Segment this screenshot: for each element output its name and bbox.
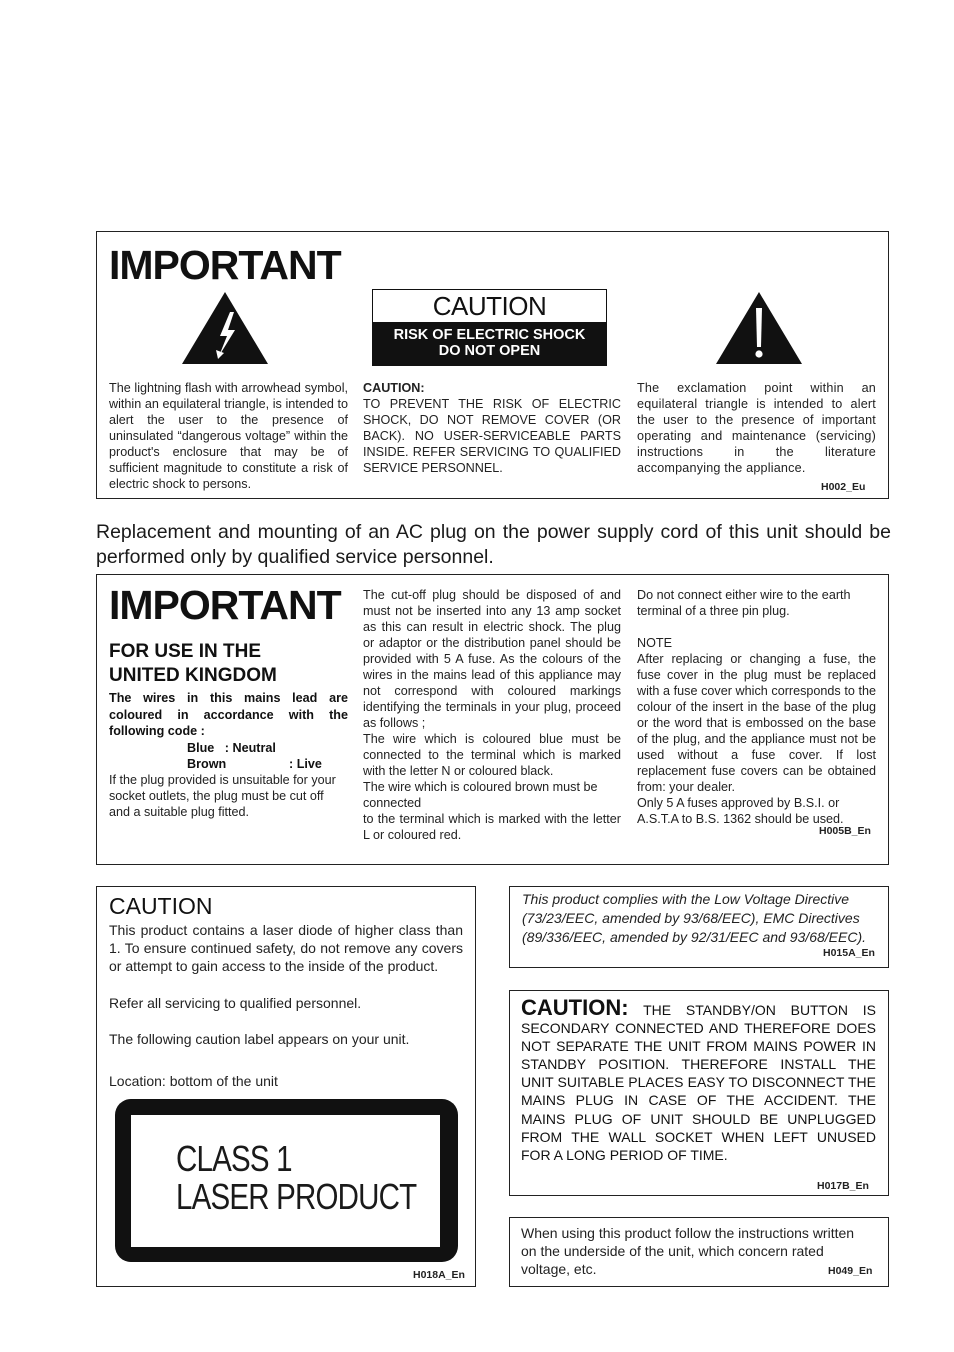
code-h049: H049_En bbox=[828, 1265, 873, 1277]
standby-caution-lead: CAUTION: bbox=[521, 995, 629, 1020]
standby-text bbox=[521, 995, 876, 1164]
fuse-text bbox=[637, 587, 876, 827]
code-h005b: H005B_En bbox=[819, 825, 871, 837]
fuse-note: NOTE bbox=[637, 636, 672, 650]
code-h015a: H015A_En bbox=[823, 947, 875, 959]
laser-p4: Location: bottom of the unit bbox=[109, 1073, 278, 1089]
lightning-warning-icon bbox=[180, 290, 270, 366]
important-title: IMPORTANT bbox=[109, 242, 341, 288]
fuse-p1: Do not connect either wire to the earth terminal of a three pin plug. bbox=[637, 588, 851, 618]
uk-important-title: IMPORTANT bbox=[109, 582, 341, 628]
cut-off-p3: The wire which is coloured brown must be connected bbox=[363, 780, 598, 810]
laser-label-text bbox=[176, 1140, 416, 1216]
uk-subtitle-line2: UNITED KINGDOM bbox=[109, 665, 277, 686]
caution-label-line2: DO NOT OPEN bbox=[438, 343, 541, 359]
uk-subtitle bbox=[109, 640, 277, 688]
cut-off-p1: The cut-off plug should be disposed of and must not be inserted into any 13 amp socket as this can result in electric shock. The plug or adaptor or the distribution panel should be provided with 5 A fuse. As the colours of the wires in the mains lead of this appliance may not correspond with coloured markings identifying the terminals in your plug, proceed as follows ; bbox=[363, 588, 621, 730]
caution-heading: CAUTION: bbox=[363, 381, 425, 395]
caution-label-title: CAUTION bbox=[432, 291, 547, 321]
caution-description: TO PREVENT THE RISK OF ELECTRIC SHOCK, DO NOT REMOVE COVER (OR BACK). NO USER-SERVICEABLE PARTS INSIDE. REFER SERVICING TO QUALIFIED SERVICE PERSONNEL. bbox=[363, 397, 621, 475]
replacement-heading: Replacement and mounting of an AC plug on the power supply cord of this unit should be performed only by qualified service personnel. bbox=[96, 521, 891, 568]
exclamation-warning-icon bbox=[714, 290, 804, 366]
code-h017b: H017B_En bbox=[817, 1180, 869, 1192]
laser-label-line1: CLASS 1 bbox=[176, 1138, 292, 1179]
laser-p2: Refer all servicing to qualified personnel. bbox=[109, 995, 362, 1011]
code-h018a: H018A_En bbox=[413, 1269, 465, 1281]
directive-text: This product complies with the Low Voltage Directive (73/23/EEC, amended by 93/68/EEC), EMC Directives (89/336/EEC, amended by 92/31/EEC and 93/68/EEC). bbox=[522, 891, 866, 945]
laser-caution-heading: CAUTION bbox=[109, 893, 213, 919]
wire-code-blue: Blue : Neutral bbox=[187, 741, 276, 755]
fuse-p3: Only 5 A fuses approved by B.S.I. or A.S.T.A to B.S. 1362 should be used. bbox=[637, 796, 844, 826]
exclamation-description: The exclamation point within an equilateral triangle is intended to alert the user to the presence of important operating and maintenance (servicing) instructions in the literature accompanying the appliance. bbox=[637, 381, 876, 475]
wire-code-brown-value: : Live bbox=[289, 757, 322, 771]
unsuitable-plug-text: If the plug provided is unsuitable for your socket outlets, the plug must be cut off and a suitable plug fitted. bbox=[109, 773, 336, 819]
wire-code-intro: The wires in this mains lead are coloured in accordance with the following code : bbox=[109, 691, 348, 738]
code-h002: H002_Eu bbox=[821, 481, 866, 493]
fuse-p2: After replacing or changing a fuse, the fuse cover in the plug must be replaced with a fuse cover which corresponds to the colour of the insert in the base of the plug or the word that is embossed on the base of the plug, and the appliance must not be used without a fuse cover. If lost replacement fuse covers can be obtained from: your dealer. bbox=[637, 652, 876, 794]
caution-label-line1: RISK OF ELECTRIC SHOCK bbox=[393, 327, 586, 343]
caution-label-banner bbox=[373, 322, 606, 365]
uk-subtitle-line1: FOR USE IN THE bbox=[109, 641, 262, 662]
laser-p3: The following caution label appears on your unit. bbox=[109, 1031, 410, 1047]
cut-off-p4: to the terminal which is marked with the letter L or coloured red. bbox=[363, 812, 621, 842]
laser-p1: This product contains a laser diode of higher class than 1. To ensure continued safety, do not remove any covers or attempt to gain access to the inside of the product. bbox=[109, 922, 463, 975]
caution-label bbox=[372, 289, 607, 366]
laser-label-line2: LASER PRODUCT bbox=[176, 1176, 417, 1217]
wire-code-brown-label: Brown bbox=[187, 757, 227, 771]
cut-off-plug-text bbox=[363, 587, 621, 843]
voltage-text: When using this product follow the instructions written on the underside of the unit, which concern rated voltage, etc. bbox=[521, 1225, 855, 1278]
standby-caution-body: THE STANDBY/ON BUTTON IS SECONDARY CONNECTED AND THEREFORE DOES NOT SEPARATE THE UNIT FROM MAINS POWER IN STANDBY POSITION. THEREFORE INSTALL THE UNIT SUITABLE PLACES EASY TO DISCONNECT THE MAINS PLUG IN CASE OF THE ACCIDENT. THE MAINS PLUG OF UNIT SHOULD BE UNPLUGGED FROM THE WALL SOCKET WHEN LEFT UNUSED FOR A LONG PERIOD OF TIME. bbox=[521, 1002, 876, 1163]
lightning-description: The lightning flash with arrowhead symbol, within an equilateral triangle, is intended to alert the user to the presence of uninsulated “dangerous voltage” within the product's enclosure that may be of sufficient magnitude to constitute a risk of electric shock to persons. bbox=[109, 381, 348, 491]
cut-off-p2: The wire which is coloured blue must be connected to the terminal which is marked with the letter N or coloured black. bbox=[363, 732, 621, 778]
